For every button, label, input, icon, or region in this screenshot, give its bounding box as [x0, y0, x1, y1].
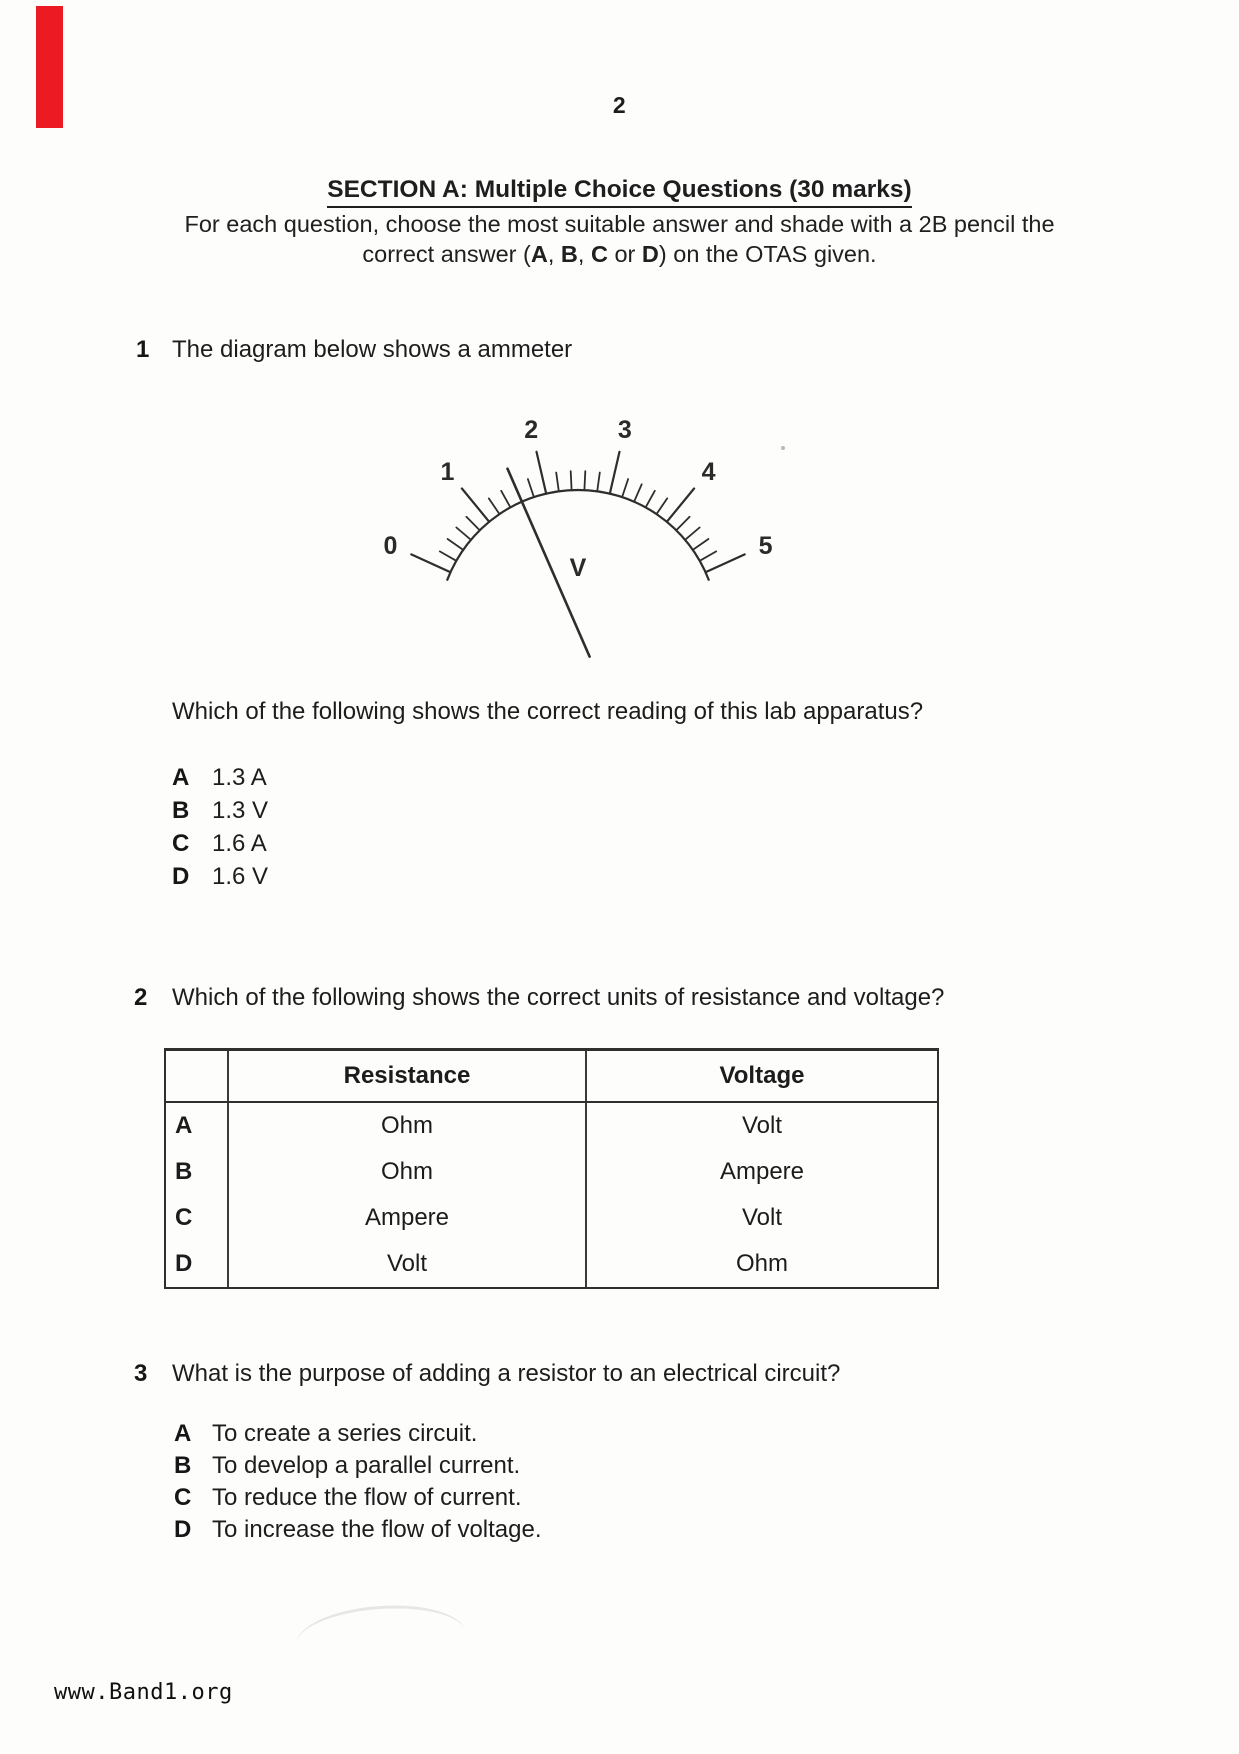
page-number: 2: [612, 92, 627, 118]
footer-url: www.Band1.org: [54, 1680, 233, 1705]
q3-option-letter-c: C: [174, 1484, 192, 1511]
choice-letter-b: B: [560, 241, 578, 267]
q3-option-text-d: To increase the flow of voltage.: [212, 1516, 542, 1543]
question-2-text: Which of the following shows the correct units of resistance and voltage?: [172, 984, 945, 1011]
row-resistance: Ampere: [228, 1195, 586, 1241]
table-row-b: [166, 1149, 937, 1195]
q3-option-letter-b: B: [174, 1452, 192, 1479]
table-header-row: [166, 1051, 937, 1102]
q1-option-letter-d: D: [172, 863, 190, 890]
scan-speck: [781, 446, 785, 450]
question-1-number: 1: [136, 336, 150, 363]
question-2-number: 2: [134, 984, 148, 1011]
choice-letter-c: C: [590, 241, 608, 267]
q3-option-text-b: To develop a parallel current.: [212, 1452, 521, 1479]
gauge-scale-label-0: 0: [383, 532, 398, 560]
instr-seg: or: [607, 241, 642, 267]
q3-option-text-c: To reduce the flow of current.: [212, 1484, 522, 1511]
choice-letter-d: D: [641, 241, 659, 267]
gauge-scale-label-2: 2: [524, 416, 539, 444]
table-row-c: [166, 1195, 937, 1241]
table-row-d: [166, 1241, 937, 1287]
instr-seg: correct answer (: [362, 241, 531, 267]
row-voltage: Ohm: [586, 1241, 937, 1287]
gauge-scale-label-1: 1: [440, 458, 455, 486]
gauge-scale-label-3: 3: [617, 416, 632, 444]
question-3-number: 3: [134, 1360, 148, 1387]
q1-option-letter-b: B: [172, 797, 190, 824]
row-resistance: Ohm: [228, 1149, 586, 1195]
q1-option-text-a: 1.3 A: [212, 764, 267, 791]
table-header-blank: [166, 1051, 228, 1102]
instr-seg: ,: [577, 241, 591, 267]
q3-option-text-a: To create a series circuit.: [212, 1420, 478, 1447]
section-title: SECTION A: Multiple Choice Questions (30 marks): [327, 176, 911, 208]
instructions-line-1: For each question, choose the most suitable answer and shade with a 2B pencil the: [184, 211, 1055, 237]
row-letter: A: [175, 1112, 193, 1139]
instructions-line-2: [0, 241, 1239, 268]
gauge-unit-label: V: [569, 554, 587, 582]
row-resistance: Ohm: [228, 1102, 586, 1149]
units-table-border: [164, 1048, 939, 1289]
choice-letter-a: A: [530, 241, 548, 267]
gauge-scale-label-5: 5: [758, 532, 773, 560]
q3-option-letter-d: D: [174, 1516, 192, 1543]
q1-option-letter-c: C: [172, 830, 190, 857]
table-row-a: [166, 1102, 937, 1149]
q3-option-letter-a: A: [174, 1420, 192, 1447]
gauge-minor-ticks: [440, 471, 716, 561]
row-letter: D: [175, 1250, 193, 1277]
section-heading-line: [0, 176, 1239, 208]
question-3-text: What is the purpose of adding a resistor to an electrical circuit?: [172, 1360, 841, 1387]
gauge-scale-label-4: 4: [701, 458, 716, 486]
instr-seg: ) on the OTAS given.: [658, 241, 877, 267]
q1-option-text-c: 1.6 A: [212, 830, 267, 857]
row-voltage: Volt: [586, 1102, 937, 1149]
table-header-resistance: Resistance: [228, 1051, 586, 1102]
q1-option-text-b: 1.3 V: [212, 797, 269, 824]
instr-seg: ,: [547, 241, 561, 267]
row-resistance: Volt: [228, 1241, 586, 1287]
table-header-voltage: Voltage: [586, 1051, 937, 1102]
question-1-prompt: Which of the following shows the correct reading of this lab apparatus?: [172, 698, 924, 725]
scan-smudge: [294, 1600, 466, 1645]
ammeter-diagram: [340, 395, 800, 665]
q1-option-text-d: 1.6 V: [212, 863, 269, 890]
row-letter: B: [175, 1158, 193, 1185]
row-voltage: Volt: [586, 1195, 937, 1241]
question-1-text: The diagram below shows a ammeter: [172, 336, 573, 363]
units-table: [166, 1051, 937, 1287]
q1-option-letter-a: A: [172, 764, 190, 791]
row-voltage: Ampere: [586, 1149, 937, 1195]
row-letter: C: [175, 1204, 193, 1231]
